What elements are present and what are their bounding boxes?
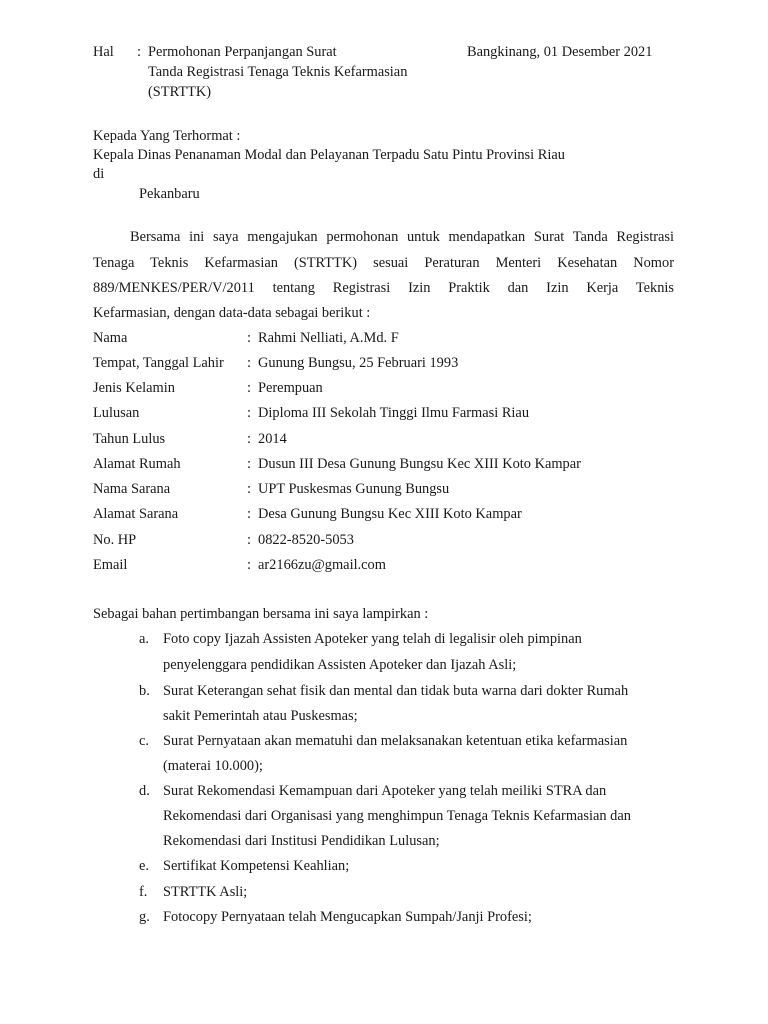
attachment-letter: e. xyxy=(139,858,149,874)
attachment-letter: g. xyxy=(139,909,150,925)
recipient-city: Pekanbaru xyxy=(139,186,200,202)
field-label: Tahun Lulus xyxy=(93,431,166,447)
field-row-no-hp xyxy=(93,531,693,549)
field-colon: : xyxy=(247,506,251,522)
field-label: Tempat, Tanggal Lahir xyxy=(93,355,224,371)
field-label: Jenis Kelamin xyxy=(93,380,175,396)
field-label: Nama Sarana xyxy=(93,481,171,497)
field-colon: : xyxy=(247,456,251,472)
attachment-line: (materai 10.000); xyxy=(163,758,263,774)
place-date: Bangkinang, 01 Desember 2021 xyxy=(467,44,653,60)
field-label: Alamat Sarana xyxy=(93,506,179,522)
attachment-line: Surat Rekomendasi Kemampuan dari Apoteker yang telah meiliki STRA dan xyxy=(163,783,607,799)
field-colon: : xyxy=(247,380,251,396)
attachment-letter: d. xyxy=(139,783,150,799)
field-value: 2014 xyxy=(258,431,287,447)
attachment-letter: c. xyxy=(139,733,149,749)
attachment-line: Rekomendasi dari Organisasi yang menghimpun Tenaga Teknis Kefarmasian dan xyxy=(163,808,631,824)
field-value: Dusun III Desa Gunung Bungsu Kec XIII Koto Kampar xyxy=(258,456,581,472)
attachment-letter: a. xyxy=(139,631,149,647)
attachment-line: Foto copy Ijazah Assisten Apoteker yang telah di legalisir oleh pimpinan xyxy=(163,631,582,647)
field-value: Gunung Bungsu, 25 Februari 1993 xyxy=(258,355,459,371)
field-row-tahun-lulus xyxy=(93,430,693,448)
field-colon: : xyxy=(247,431,251,447)
attachment-line: penyelenggara pendidikan Assisten Apoteker dan Ijazah Asli; xyxy=(163,657,517,673)
intro-line-3: 889/MENKES/PER/V/2011 tentang Registrasi Izin Praktik dan Izin Kerja Teknis xyxy=(93,280,674,296)
field-label: No. HP xyxy=(93,532,137,548)
attachment-line: Surat Keterangan sehat fisik dan mental dan tidak buta warna dari dokter Rumah xyxy=(163,683,629,699)
field-label: Alamat Rumah xyxy=(93,456,181,472)
field-row-jenis-kelamin xyxy=(93,379,693,397)
field-row-nama-sarana xyxy=(93,480,693,498)
subject-line-3: (STRTTK) xyxy=(148,84,212,100)
field-value: Rahmi Nelliati, A.Md. F xyxy=(258,330,399,346)
field-value: UPT Puskesmas Gunung Bungsu xyxy=(258,481,450,497)
field-colon: : xyxy=(247,481,251,497)
attachment-line: Fotocopy Pernyataan telah Mengucapkan Sumpah/Janji Profesi; xyxy=(163,909,532,925)
field-colon: : xyxy=(247,355,251,371)
intro-line-2: Tenaga Teknis Kefarmasian (STRTTK) sesuai Peraturan Menteri Kesehatan Nomor xyxy=(93,255,674,271)
greeting: Kepada Yang Terhormat : xyxy=(93,128,241,144)
field-value: Diploma III Sekolah Tinggi Ilmu Farmasi Riau xyxy=(258,405,530,421)
hal-colon: : xyxy=(137,44,141,60)
field-value: Perempuan xyxy=(258,380,323,396)
recipient-name: Kepala Dinas Penanaman Modal dan Pelayanan Terpadu Satu Pintu Provinsi Riau xyxy=(93,147,565,163)
field-value: ar2166zu@gmail.com xyxy=(258,557,386,573)
field-row-lulusan xyxy=(93,404,693,422)
attachments-intro: Sebagai bahan pertimbangan bersama ini saya lampirkan : xyxy=(93,606,429,622)
recipient-di: di xyxy=(93,166,105,182)
field-colon: : xyxy=(247,330,251,346)
attachment-line: Rekomendasi dari Institusi Pendidikan Lulusan; xyxy=(163,833,440,849)
field-label: Lulusan xyxy=(93,405,140,421)
field-row-alamat-sarana xyxy=(93,505,693,523)
subject-line-1: Permohonan Perpanjangan Surat xyxy=(148,44,337,60)
attachment-line: Sertifikat Kompetensi Keahlian; xyxy=(163,858,350,874)
subject-line-2: Tanda Registrasi Tenaga Teknis Kefarmasian xyxy=(148,64,408,80)
attachment-line: sakit Pemerintah atau Puskesmas; xyxy=(163,708,358,724)
field-row-nama xyxy=(93,329,693,347)
intro-line-1: Bersama ini saya mengajukan permohonan untuk mendapatkan Surat Tanda Registrasi xyxy=(130,229,674,245)
attachment-line: STRTTK Asli; xyxy=(163,884,248,900)
field-colon: : xyxy=(247,557,251,573)
intro-line-4: Kefarmasian, dengan data-data sebagai berikut : xyxy=(93,305,371,321)
attachment-letter: f. xyxy=(139,884,148,900)
field-value: 0822-8520-5053 xyxy=(258,532,354,548)
field-label: Nama xyxy=(93,330,128,346)
field-row-alamat-rumah xyxy=(93,455,693,473)
attachment-letter: b. xyxy=(139,683,150,699)
field-colon: : xyxy=(247,532,251,548)
field-value: Desa Gunung Bungsu Kec XIII Koto Kampar xyxy=(258,506,522,522)
field-row-email xyxy=(93,556,693,574)
field-colon: : xyxy=(247,405,251,421)
field-row-ttl xyxy=(93,354,693,372)
attachment-line: Surat Pernyataan akan mematuhi dan melaksanakan ketentuan etika kefarmasian xyxy=(163,733,628,749)
field-label: Email xyxy=(93,557,128,573)
hal-label: Hal xyxy=(93,44,114,60)
